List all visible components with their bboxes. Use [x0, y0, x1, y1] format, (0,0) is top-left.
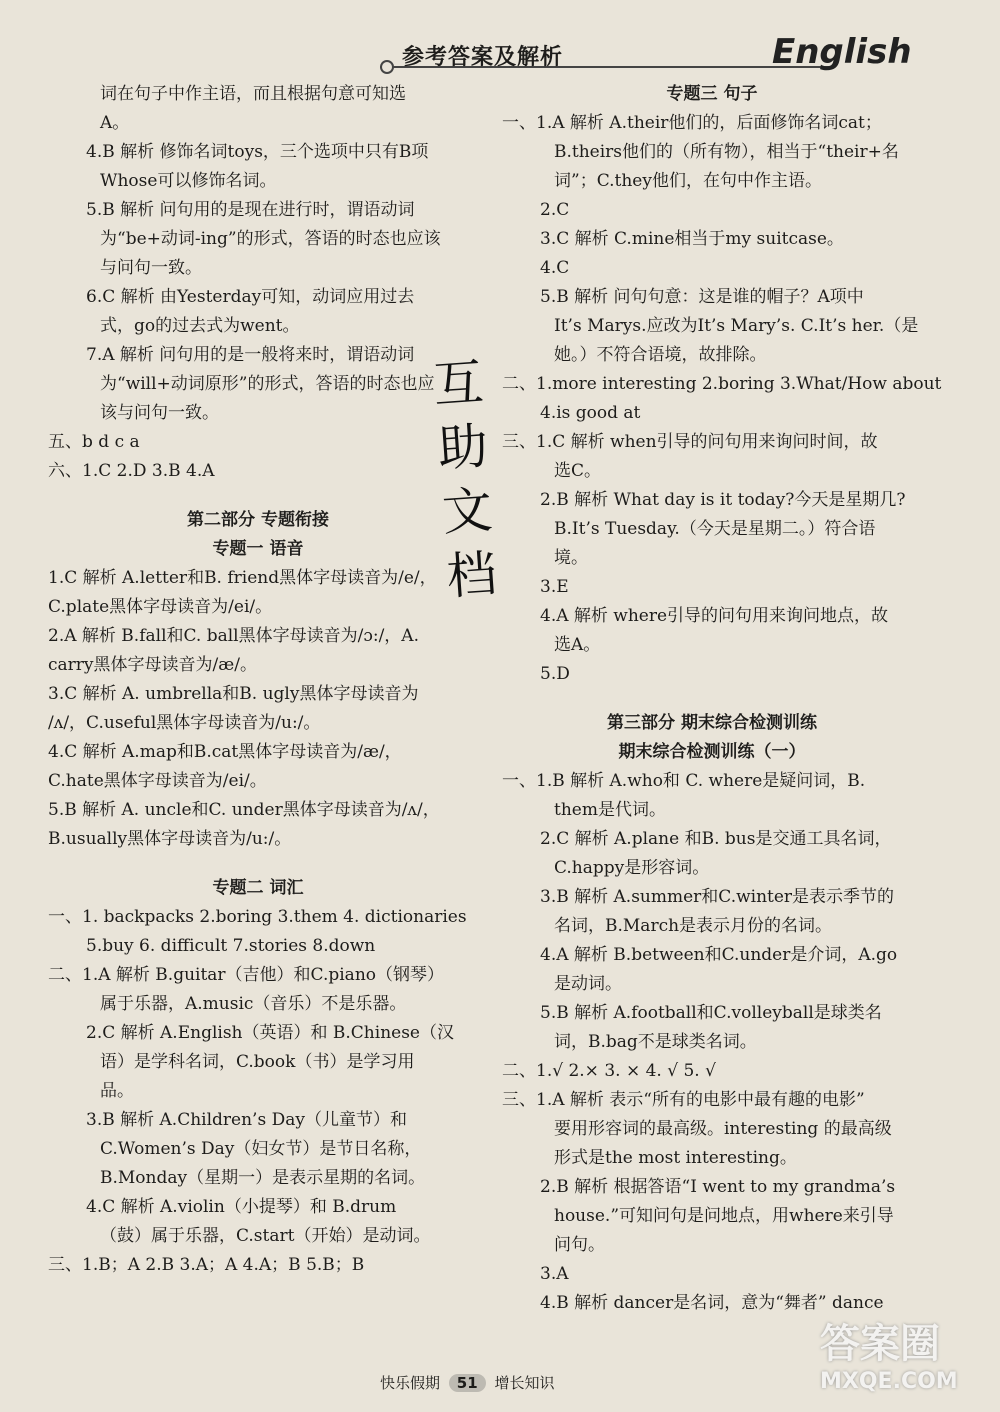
answer-line: 问句。 [554, 1235, 605, 1255]
answer-line: 二、1.more interesting 2.boring 3.What/How about [502, 374, 942, 394]
answer-line: 4.C 解析 A.map和B.cat黑体字母读音为/æ/， [48, 742, 402, 762]
answer-line: （鼓）属于乐器，C.start（开始）是动词。 [100, 1226, 431, 1246]
answer-line: 5.B 解析 问句句意：这是谁的帽子？A项中 [540, 287, 864, 307]
answer-line: 2.A 解析 B.fall和C. ball黑体字母读音为/ɔ:/，A. [48, 626, 419, 646]
handwritten-char: 助 [435, 416, 490, 479]
footer-left-text: 快乐假期 [380, 1374, 441, 1392]
spacer [48, 486, 468, 506]
answer-line: 境。 [554, 548, 588, 568]
english-logo: English [772, 32, 912, 72]
answer-line: 3.A [540, 1264, 569, 1284]
answer-line: 词，B.bag不是球类名词。 [554, 1032, 757, 1052]
answer-line: 形式是the most interesting。 [554, 1148, 797, 1168]
answer-line: 5.D [540, 664, 570, 684]
answer-line: 是动词。 [554, 974, 622, 994]
handwritten-char: 档 [444, 544, 499, 606]
answer-line: B.Monday（星期一）是表示星期的名词。 [100, 1168, 426, 1188]
watermark-logo: 答案圈 [820, 1321, 940, 1367]
section-heading: 专题三 句子 [666, 84, 758, 104]
right-column [502, 80, 942, 1318]
answer-line: 三、1.A 解析 表示“所有的电影中最有趣的电影” [502, 1090, 865, 1110]
answer-line: C.happy是形容词。 [554, 858, 710, 878]
answer-line: 7.A 解析 问句用的是一般将来时，谓语动词 [86, 345, 415, 365]
answer-line: 3.E [540, 577, 569, 597]
answer-line: 她。）不符合语境，故排除。 [554, 345, 767, 365]
answer-line: 3.C 解析 C.mine相当于my suitcase。 [540, 229, 844, 249]
answer-line: C.Women’s Day（妇女节）是节日名称， [100, 1139, 422, 1159]
answer-line: B.It’s Tuesday.（今天是星期二。）符合语 [554, 519, 876, 539]
section-heading: 第二部分 专题衔接 [187, 510, 329, 530]
answer-line: 一、1.A 解析 A.their他们的，后面修饰名词cat； [502, 113, 882, 133]
answer-line: 6.C 解析 由Yesterday可知，动词应用过去 [86, 287, 415, 307]
answer-line: 2.C 解析 A.plane 和B. bus是交通工具名词， [540, 829, 892, 849]
header-title: 参考答案及解析 [402, 45, 564, 70]
answer-line: C.plate黑体字母读音为/ei/。 [48, 597, 273, 617]
answer-line: 4.A 解析 B.between和C.under是介词，A.go [540, 945, 898, 965]
answer-line: 5.buy 6. difficult 7.stories 8.down [86, 936, 376, 956]
answer-line: /ʌ/，C.useful黑体字母读音为/u:/。 [48, 713, 321, 733]
answer-line: 三、1.B；A 2.B 3.A；A 4.A；B 5.B；B [48, 1255, 365, 1275]
handwritten-char: 文 [440, 480, 495, 542]
answer-line: B.usually黑体字母读音为/u:/。 [48, 829, 292, 849]
handwritten-char: 互 [431, 352, 486, 415]
answer-line: 为“will+动词原形”的形式，答语的时态也应 [100, 374, 435, 394]
page-footer [380, 1372, 620, 1398]
answer-line: 二、1.√ 2.× 3. × 4. √ 5. √ [502, 1061, 716, 1081]
header-dot [380, 60, 394, 74]
answer-line: 4.C 解析 A.violin（小提琴）和 B.drum [86, 1197, 397, 1217]
answer-line: 2.B 解析 What day is it today?今天是星期几? [540, 490, 906, 510]
answer-line: 4.is good at [540, 403, 641, 423]
answer-line: 为“be+动词-ing”的形式，答语的时态也应该 [100, 229, 441, 249]
answer-line: 4.A 解析 where引导的问句用来询问地点，故 [540, 606, 889, 626]
answer-line: 2.C 解析 A.English（英语）和 B.Chinese（汉 [86, 1023, 454, 1043]
answer-line: 5.B 解析 A. uncle和C. under黑体字母读音为/ʌ/， [48, 800, 440, 820]
footer-right-text: 增长知识 [494, 1374, 555, 1392]
watermark [820, 1312, 990, 1402]
answer-line: 该与问句一致。 [100, 403, 219, 423]
answer-line: carry黑体字母读音为/æ/。 [48, 655, 257, 675]
answer-line: 语）是学科名词，C.book（书）是学习用 [100, 1052, 415, 1072]
answer-line: 词”；C.they他们，在句中作主语。 [554, 171, 822, 191]
answer-line: 5.B 解析 A.football和C.volleyball是球类名 [540, 1003, 882, 1023]
answer-line: 与问句一致。 [100, 258, 202, 278]
answer-line: B.theirs他们的（所有物），相当于“their+名 [554, 142, 899, 162]
answer-line: 4.C [540, 258, 570, 278]
answer-line: It’s Marys.应改为It’s Mary’s. C.It’s her.（是 [554, 316, 919, 336]
answer-line: 3.B 解析 A.summer和C.winter是表示季节的 [540, 887, 895, 907]
answer-line: 五、b d c a [48, 432, 140, 452]
answer-line: 2.B 解析 根据答语“I went to my grandma’s [540, 1177, 896, 1197]
answer-line: them是代词。 [554, 800, 666, 820]
section-heading: 专题一 语音 [212, 539, 304, 559]
watermark-url: MXQE.COM [820, 1369, 958, 1394]
answer-line: 4.B 解析 修饰名词toys，三个选项中只有B项 [86, 142, 429, 162]
page-number: 51 [449, 1374, 486, 1392]
answer-line: 品。 [100, 1081, 134, 1101]
spacer [48, 854, 468, 874]
answer-line: 1.C 解析 A.letter和B. friend黑体字母读音为/e/， [48, 568, 437, 588]
answer-line: 名词，B.March是表示月份的名词。 [554, 916, 833, 936]
answer-line: 式，go的过去式为went。 [100, 316, 300, 336]
section-heading: 专题二 词汇 [212, 878, 304, 898]
page-header [380, 32, 940, 80]
answer-line: 5.B 解析 问句用的是现在进行时，谓语动词 [86, 200, 415, 220]
answer-line: 4.B 解析 dancer是名词，意为“舞者” dance [540, 1293, 884, 1313]
answer-line: 三、1.C 解析 when引导的问句用来询问时间，故 [502, 432, 878, 452]
answer-line: 3.B 解析 A.Children’s Day（儿童节）和 [86, 1110, 407, 1130]
answer-line: 要用形容词的最高级。interesting 的最高级 [554, 1119, 892, 1139]
answer-line: 词在句子中作主语，而且根据句意可知选 [100, 84, 406, 104]
handwritten-annotation [431, 347, 539, 609]
answer-line: 2.C [540, 200, 570, 220]
answer-line: 六、1.C 2.D 3.B 4.A [48, 461, 215, 481]
answer-line: 一、1.B 解析 A.who和 C. where是疑问词，B. [502, 771, 866, 791]
answer-line: A。 [100, 113, 130, 133]
answer-line: Whose可以修饰名词。 [100, 171, 277, 191]
answer-line: 二、1.A 解析 B.guitar（吉他）和C.piano（钢琴） [48, 965, 445, 985]
left-column [48, 80, 468, 1280]
answer-line: house.”可知问句是问地点，用where来引导 [554, 1206, 894, 1226]
answer-line: C.hate黑体字母读音为/ei/。 [48, 771, 267, 791]
answer-line: 选A。 [554, 635, 601, 655]
answer-line: 属于乐器，A.music（音乐）不是乐器。 [100, 994, 407, 1014]
section-heading: 第三部分 期末综合检测训练 [607, 713, 817, 733]
answer-line: 选C。 [554, 461, 602, 481]
answer-line: 一、1. backpacks 2.boring 3.them 4. dictionaries [48, 907, 467, 927]
spacer [502, 689, 922, 709]
section-heading: 期末综合检测训练（一） [618, 742, 806, 762]
answer-line: 3.C 解析 A. umbrella和B. ugly黑体字母读音为 [48, 684, 419, 704]
